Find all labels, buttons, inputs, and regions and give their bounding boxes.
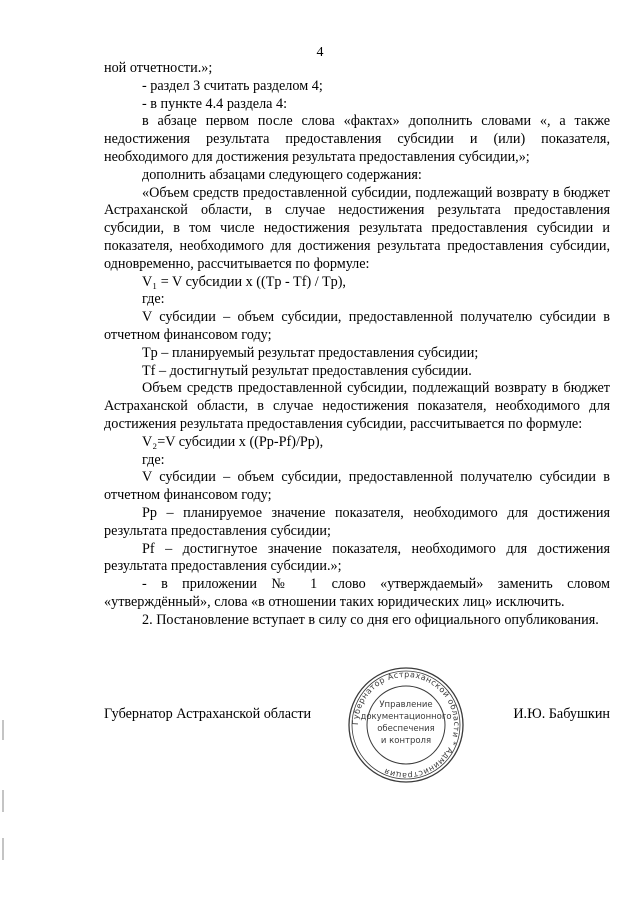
paragraph: Объем средств предоставленной субсидии, подлежащий возврату в бюджет Астраханской области, в случае недостижения показателя, необходимого для достижения результата предоставления субсидии, рассчитывается по формуле: xyxy=(104,380,610,432)
paragraph: Tf – достигнутый результат предоставления субсидии. xyxy=(142,362,472,379)
official-stamp xyxy=(346,665,466,785)
paragraph: V субсидии – объем субсидии, предоставленной получателю субсидии в отчетном финансовом году; xyxy=(104,309,610,343)
formula-v1: V₁ = V субсидии x ((Tp - Tf) / Tp), xyxy=(142,273,346,290)
paragraph: V субсидии – объем субсидии, предоставленной получателю субсидии в отчетном финансовом году; xyxy=(104,469,610,504)
formula-v2: V₂=V субсидии x ((Pp-Pf)/Pp), xyxy=(142,433,324,450)
paragraph: 2. Постановление вступает в силу со дня его официального опубликования. xyxy=(142,611,599,628)
paragraph: Tp – планируемый результат предоставления субсидии; xyxy=(142,344,479,361)
paragraph: где: xyxy=(142,451,165,468)
paragraph: где: xyxy=(142,291,165,308)
stamp-line: и контроля xyxy=(380,736,432,746)
signatory-name: И.Ю. Бабушкин xyxy=(513,706,610,722)
document-body xyxy=(104,60,610,630)
paragraph: Pp – планируемое значение показателя, необходимого для достижения результата предоставления субсидии; xyxy=(104,504,610,539)
paragraph: дополнить абзацами следующего содержания: xyxy=(142,166,422,183)
paragraph: ной отчетности.»; xyxy=(104,60,213,76)
paragraph: - в пункте 4.4 раздела 4: xyxy=(142,95,288,112)
stamp-line: документационного xyxy=(360,712,452,722)
stamp-line: обеспечения xyxy=(377,724,435,734)
page-number: 4 xyxy=(316,45,324,60)
scan-margin-marks xyxy=(0,720,8,880)
stamp-ring-text: Губернатор Астраханской области * Администрация xyxy=(350,669,462,781)
paragraph: - раздел 3 считать разделом 4; xyxy=(142,77,323,94)
paragraph: Pf – достигнутое значение показателя, необходимого для достижения результата предоставления субсидии.»; xyxy=(104,540,610,575)
paragraph: - в приложении № 1 слово «утверждаемый» заменить словом «утверждённый», слова «в отношении таких юридических лиц» исключить. xyxy=(104,576,610,610)
stamp-line: Управление xyxy=(379,700,433,710)
paragraph: «Объем средств предоставленной субсидии, подлежащий возврату в бюджет Астраханской области, в случае недостижения результата предоставления субсидии, в том числе недостижения результата предоставления субсидии и показателя, необходимого для достижения результата предоставления субсидии, одновременно, рассчитывается по формуле: xyxy=(104,184,610,272)
signatory-position: Губернатор Астраханской области xyxy=(104,706,312,722)
paragraph: в абзаце первом после слова «фактах» дополнить словами «, а также недостижения результата предоставления субсидии и (или) показателя, необходимого для достижения результата предоставления субсидии,»; xyxy=(104,113,610,165)
